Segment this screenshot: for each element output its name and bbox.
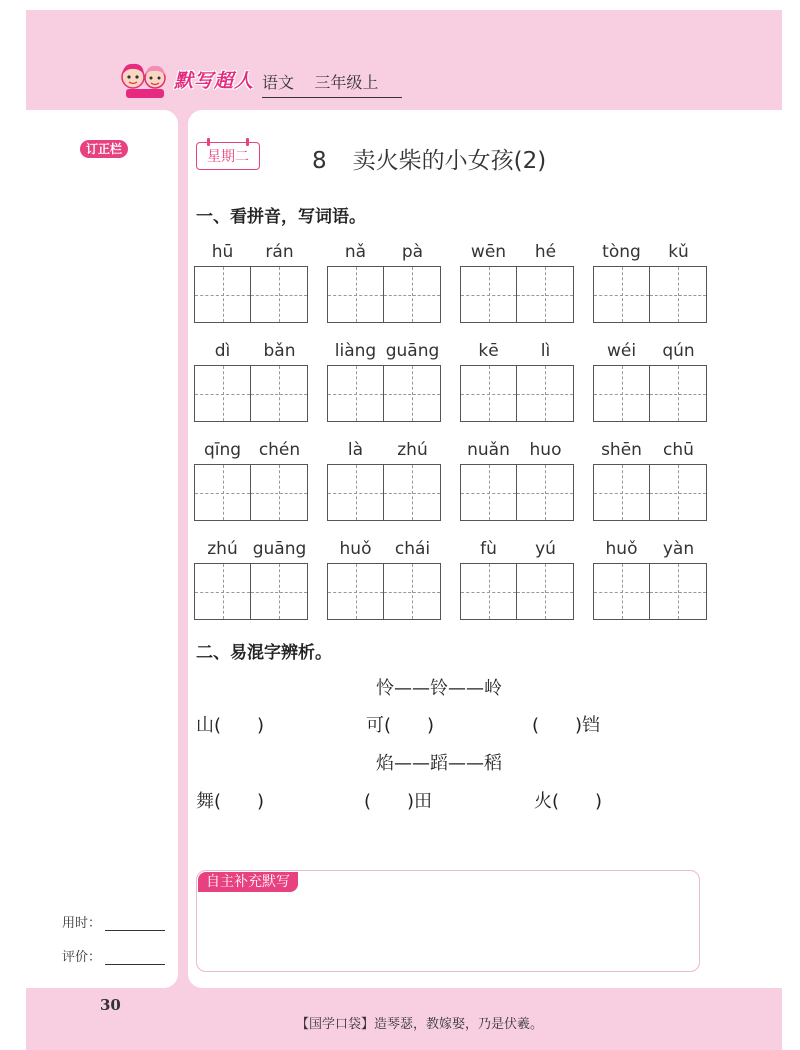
pinyin: fù: [480, 539, 497, 559]
correction-sidebar: [26, 110, 178, 988]
pinyin: kē: [478, 341, 499, 361]
writing-cell[interactable]: [650, 365, 707, 422]
lesson-name: 卖火柴的小女孩(2): [352, 148, 547, 174]
writing-cell[interactable]: [460, 464, 517, 521]
time-label: 用时：: [62, 916, 102, 931]
time-blank[interactable]: [105, 918, 165, 931]
logo-text: 默写超人: [174, 70, 255, 92]
writing-cell[interactable]: [517, 563, 574, 620]
pinyin: yàn: [662, 539, 695, 559]
writing-cell[interactable]: [650, 563, 707, 620]
writing-cell[interactable]: [460, 266, 517, 323]
writing-cell[interactable]: [384, 365, 441, 422]
rating-label: 评价：: [62, 950, 102, 965]
pinyin: tòng: [602, 242, 641, 262]
subject-title: [262, 70, 402, 98]
pinyin: huǒ: [339, 539, 372, 559]
writing-cell[interactable]: [327, 464, 384, 521]
writing-cell[interactable]: [460, 563, 517, 620]
writing-cell[interactable]: [593, 266, 650, 323]
pinyin: wéi: [606, 341, 637, 361]
pinyin: chén: [258, 440, 301, 460]
pinyin: guāng: [385, 341, 440, 361]
writing-cell[interactable]: [194, 365, 251, 422]
grade-label: 三年级上: [314, 73, 379, 92]
subject-label: 语文: [262, 73, 295, 92]
pinyin: huǒ: [605, 539, 638, 559]
pinyin: shēn: [601, 440, 642, 460]
page-number: 30: [100, 996, 121, 1014]
pinyin: liàng: [334, 341, 377, 361]
writing-cell[interactable]: [650, 266, 707, 323]
time-field[interactable]: [62, 912, 165, 931]
fill-blank-item[interactable]: ( )铛: [532, 715, 601, 736]
writing-cell[interactable]: [194, 266, 251, 323]
pinyin: huo: [529, 440, 562, 460]
section1-heading: 一、看拼音，写词语。: [196, 207, 366, 227]
pinyin: chái: [394, 539, 431, 559]
writing-cell[interactable]: [460, 365, 517, 422]
pinyin: bǎn: [263, 341, 296, 361]
correction-badge: 订正栏: [80, 140, 128, 158]
fill-blank-item[interactable]: ( )田: [364, 791, 433, 812]
writing-cell[interactable]: [251, 365, 308, 422]
writing-cell[interactable]: [593, 365, 650, 422]
pinyin: qún: [662, 341, 695, 361]
fill-blank-item[interactable]: 山( ): [196, 715, 265, 736]
rating-blank[interactable]: [105, 952, 165, 965]
writing-cell[interactable]: [384, 563, 441, 620]
lesson-number: 8: [312, 148, 327, 174]
pinyin: dì: [214, 341, 231, 361]
writing-cell[interactable]: [251, 563, 308, 620]
writing-cell[interactable]: [251, 464, 308, 521]
pinyin: kǔ: [668, 242, 689, 262]
writing-cell[interactable]: [517, 266, 574, 323]
lesson-title: [312, 142, 546, 175]
footer-note: 【国学口袋】造琴瑟，教嫁娶，乃是伏羲。: [296, 1017, 544, 1032]
pinyin: là: [347, 440, 364, 460]
writing-cell[interactable]: [517, 365, 574, 422]
writing-cell[interactable]: [194, 563, 251, 620]
writing-cell[interactable]: [327, 365, 384, 422]
writing-cell[interactable]: [194, 464, 251, 521]
fill-blank-item[interactable]: 舞( ): [196, 791, 265, 812]
day-tag: 星期二: [196, 142, 260, 170]
pinyin: yú: [535, 539, 556, 559]
rating-field[interactable]: [62, 946, 165, 965]
mascot-kids-icon: [118, 60, 170, 100]
writing-cell[interactable]: [327, 563, 384, 620]
writing-cell[interactable]: [650, 464, 707, 521]
writing-cell[interactable]: [251, 266, 308, 323]
confusable-group-title: 焰——蹈——稻: [376, 753, 502, 774]
writing-cell[interactable]: [327, 266, 384, 323]
fill-blank-item[interactable]: 可( ): [366, 715, 435, 736]
writing-cell[interactable]: [384, 266, 441, 323]
writing-cell[interactable]: [593, 464, 650, 521]
pinyin: zhú: [207, 539, 238, 559]
writing-cell[interactable]: [517, 464, 574, 521]
pinyin: hé: [534, 242, 557, 262]
writing-cell[interactable]: [384, 464, 441, 521]
pinyin: qīng: [203, 440, 242, 460]
confusable-group-title: 怜——铃——岭: [376, 678, 502, 699]
pinyin: nuǎn: [467, 440, 510, 460]
supplement-label: 自主补充默写: [198, 872, 298, 892]
pinyin: lì: [540, 341, 551, 361]
pinyin: pà: [401, 242, 424, 262]
pinyin: rán: [265, 242, 294, 262]
section2-heading: 二、易混字辨析。: [196, 643, 332, 663]
writing-cell[interactable]: [593, 563, 650, 620]
pinyin: nǎ: [344, 242, 367, 262]
pinyin: guāng: [252, 539, 307, 559]
pinyin: chū: [663, 440, 694, 460]
pinyin: hū: [211, 242, 234, 262]
pinyin: zhú: [397, 440, 428, 460]
fill-blank-item[interactable]: 火( ): [534, 791, 603, 812]
pinyin: wēn: [470, 242, 507, 262]
